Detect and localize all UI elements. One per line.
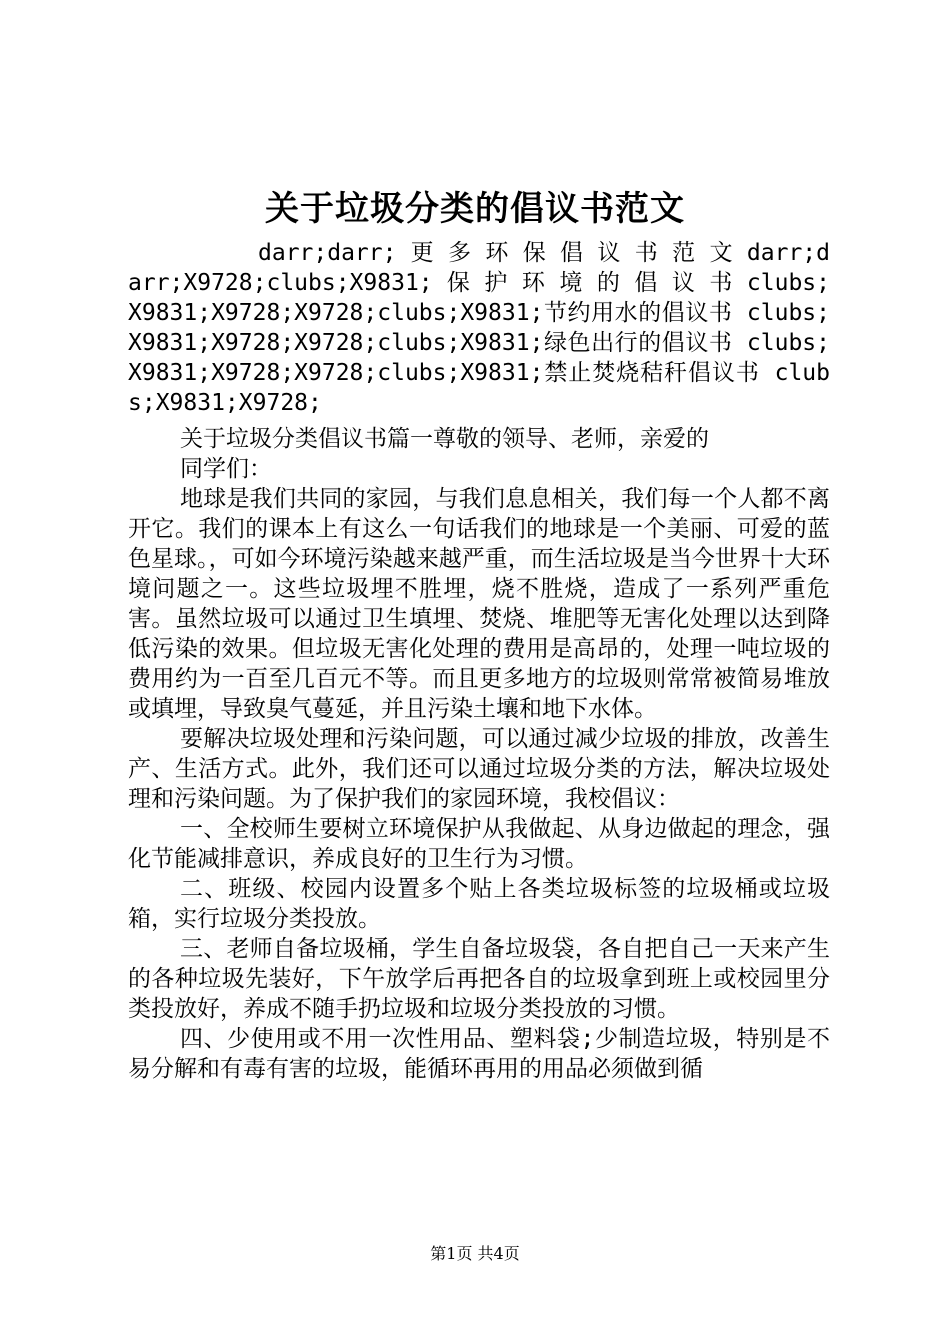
paragraph: 四、少使用或不用一次性用品、塑料袋;少制造垃圾，特别是不易分解和有毒有害的垃圾，能循环再用的用品必须做到循	[128, 1026, 830, 1082]
paragraph: 三、老师自备垃圾桶，学生自备垃圾袋，各自把自己一天来产生的各种垃圾先装好，下午放学后再把各自的垃圾拿到班上或校园里分类投放好，养成不随手扔垃圾和垃圾分类投放的习惯。	[128, 936, 830, 1022]
document-body	[128, 238, 830, 1084]
paragraph: 一、全校师生要树立环境保护从我做起、从身边做起的理念，强化节能减排意识，养成良好的卫生行为习惯。	[128, 816, 830, 872]
related-links-line: darr;darr; 更 多 环 保 倡 议 书 范 文 darr;darr;X9728;clubs;X9831; 保 护 环 境 的 倡 议 书 clubs;X9831;X9728;X9728;clubs;X9831;节约用水的倡议书 clubs;X9831;X9728;X9728;clubs;X9831;绿色出行的倡议书 clubs;X9831;X9728;X9728;clubs;X9831;禁止焚烧秸秆倡议书 clubs;X9831;X9728;	[128, 240, 830, 416]
document-title: 关于垃圾分类的倡议书范文	[265, 189, 685, 229]
paragraph: 二、班级、校园内设置多个贴上各类垃圾标签的垃圾桶或垃圾箱，实行垃圾分类投放。	[128, 876, 830, 932]
paragraph: 地球是我们共同的家园，与我们息息相关，我们每一个人都不离开它。我们的课本上有这么一句话我们的地球是一个美丽、可爱的蓝色星球。，可如今环境污染越来越严重，而生活垃圾是当今世界十大环境问题之一。这些垃圾埋不胜埋，烧不胜烧，造成了一系列严重危害。虽然垃圾可以通过卫生填埋、焚烧、堆肥等无害化处理以达到降低污染的效果。但垃圾无害化处理的费用是高昂的，处理一吨垃圾的费用约为一百至几百元不等。而且更多地方的垃圾则常常被简易堆放或填埋，导致臭气蔓延，并且污染土壤和地下水体。	[128, 486, 830, 722]
heading-line: 关于垃圾分类倡议书篇一尊敬的领导、老师，亲爱的	[180, 426, 709, 452]
paragraph: 要解决垃圾处理和污染问题，可以通过减少垃圾的排放，改善生产、生活方式。此外，我们还可以通过垃圾分类的方法，解决垃圾处理和污染问题。为了保护我们的家园环境，我校倡议：	[128, 726, 830, 812]
page-footer: 第1页 共4页	[430, 1244, 520, 1263]
greeting-line: 同学们：	[180, 456, 272, 482]
